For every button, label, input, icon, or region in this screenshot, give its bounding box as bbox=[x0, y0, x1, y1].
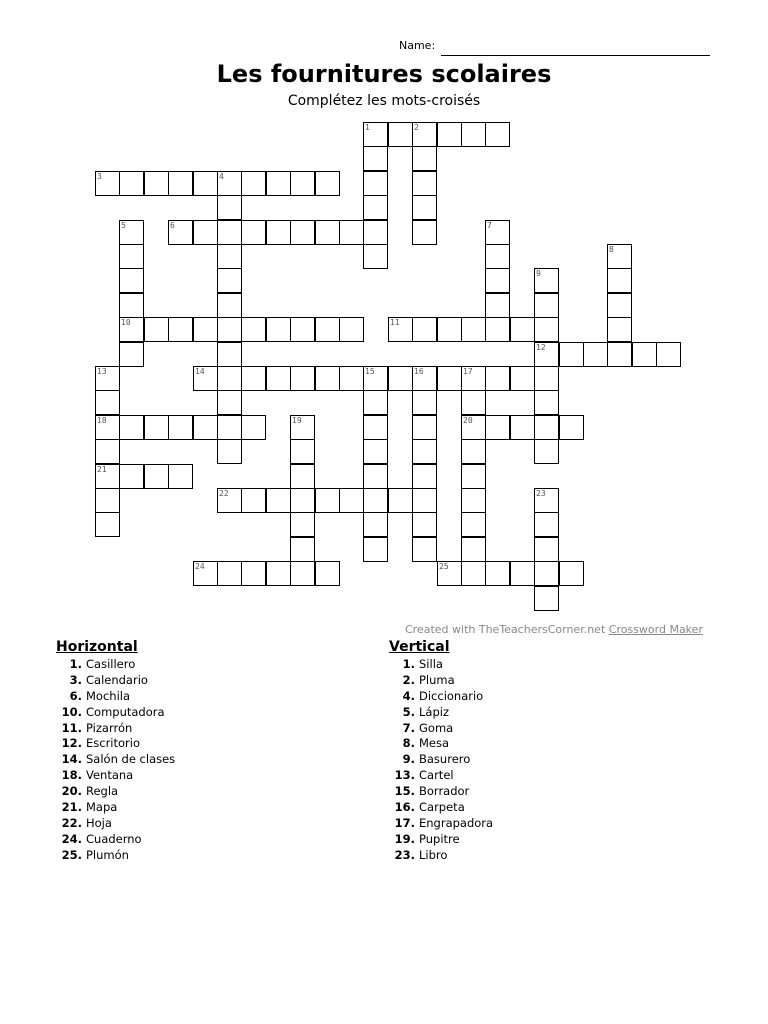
crossword-cell[interactable] bbox=[607, 293, 632, 318]
clue-num: 23. bbox=[394, 847, 415, 862]
clue-text: Cuaderno bbox=[86, 831, 142, 846]
crossword-cell[interactable] bbox=[534, 415, 559, 440]
crossword-cell[interactable] bbox=[315, 317, 340, 342]
crossword-cell[interactable] bbox=[412, 146, 437, 171]
crossword-cell[interactable] bbox=[363, 146, 388, 171]
crossword-cell[interactable] bbox=[241, 220, 266, 245]
clue-number: 7 bbox=[487, 221, 492, 230]
crossword-cell[interactable] bbox=[461, 439, 486, 464]
name-label: Name: bbox=[399, 39, 436, 52]
crossword-cell[interactable] bbox=[412, 537, 437, 562]
crossword-cell[interactable] bbox=[363, 464, 388, 489]
crossword-cell[interactable] bbox=[241, 415, 266, 440]
crossword-cell[interactable] bbox=[217, 366, 242, 391]
crossword-cell[interactable] bbox=[290, 171, 315, 196]
crossword-cell[interactable] bbox=[217, 195, 242, 220]
crossword-cell[interactable] bbox=[266, 220, 291, 245]
crossword-cell[interactable] bbox=[95, 488, 120, 513]
clue-text: Basurero bbox=[419, 752, 471, 767]
crossword-cell[interactable] bbox=[144, 317, 169, 342]
crossword-cell[interactable] bbox=[266, 488, 291, 513]
across-clues bbox=[56, 639, 175, 864]
down-clue bbox=[389, 800, 493, 816]
clue-text: Goma bbox=[419, 720, 454, 735]
crossword-cell[interactable] bbox=[534, 366, 559, 391]
crossword-cell[interactable] bbox=[290, 488, 315, 513]
crossword-cell[interactable] bbox=[241, 488, 266, 513]
crossword-cell[interactable] bbox=[193, 220, 218, 245]
crossword-cell[interactable] bbox=[119, 342, 144, 367]
clue-num: 7. bbox=[402, 720, 415, 735]
crossword-cell[interactable] bbox=[217, 439, 242, 464]
crossword-cell[interactable] bbox=[266, 366, 291, 391]
clue-number: 16 bbox=[414, 367, 424, 376]
crossword-cell[interactable] bbox=[290, 537, 315, 562]
clue-text: Lápiz bbox=[419, 704, 449, 719]
crossword-cell[interactable] bbox=[339, 317, 364, 342]
crossword-cell[interactable] bbox=[510, 317, 535, 342]
crossword-cell[interactable] bbox=[363, 415, 388, 440]
clue-text: Mapa bbox=[86, 800, 118, 815]
crossword-cell[interactable] bbox=[534, 512, 559, 537]
crossword-cell[interactable] bbox=[461, 561, 486, 586]
crossword-cell[interactable] bbox=[363, 537, 388, 562]
across-clue bbox=[56, 800, 175, 816]
crossword-cell[interactable] bbox=[461, 464, 486, 489]
crossword-cell[interactable] bbox=[437, 122, 462, 147]
clue-number: 9 bbox=[536, 269, 541, 278]
crossword-cell[interactable] bbox=[461, 537, 486, 562]
crossword-cell[interactable] bbox=[510, 415, 535, 440]
down-clue bbox=[389, 736, 493, 752]
worksheet-title: Les fournitures scolaires bbox=[216, 60, 552, 88]
clue-number: 25 bbox=[439, 562, 449, 571]
crossword-cell[interactable] bbox=[266, 317, 291, 342]
crossword-cell[interactable] bbox=[607, 317, 632, 342]
credit-line bbox=[405, 623, 703, 636]
crossword-cell[interactable] bbox=[363, 439, 388, 464]
across-clue bbox=[56, 657, 175, 673]
clue-text: Cartel bbox=[419, 768, 454, 783]
crossword-cell[interactable] bbox=[119, 171, 144, 196]
crossword-cell[interactable] bbox=[412, 439, 437, 464]
clue-number: 21 bbox=[97, 465, 107, 474]
clue-number: 12 bbox=[536, 343, 546, 352]
crossword-cell[interactable] bbox=[534, 317, 559, 342]
crossword-cell[interactable] bbox=[607, 342, 632, 367]
down-clue bbox=[389, 848, 493, 864]
clue-number: 24 bbox=[195, 562, 205, 571]
down-clue bbox=[389, 816, 493, 832]
crossword-cell[interactable] bbox=[119, 293, 144, 318]
clue-text: Casillero bbox=[86, 657, 136, 671]
clue-num: 1. bbox=[402, 657, 415, 671]
clue-num: 4. bbox=[402, 688, 415, 703]
crossword-cell[interactable] bbox=[241, 171, 266, 196]
crossword-cell[interactable] bbox=[412, 390, 437, 415]
crossword-cell[interactable] bbox=[241, 366, 266, 391]
clue-text: Regla bbox=[86, 784, 119, 799]
crossword-cell[interactable] bbox=[119, 415, 144, 440]
crossword-cell[interactable] bbox=[485, 317, 510, 342]
down-clue bbox=[389, 832, 493, 848]
clue-text: Pluma bbox=[419, 672, 455, 687]
crossword-cell[interactable] bbox=[339, 366, 364, 391]
across-clue bbox=[56, 816, 175, 832]
clue-number: 22 bbox=[219, 489, 229, 498]
down-clue bbox=[389, 784, 493, 800]
crossword-cell[interactable] bbox=[412, 220, 437, 245]
clue-text: Mesa bbox=[419, 736, 450, 751]
crossword-cell[interactable] bbox=[193, 317, 218, 342]
down-clue bbox=[389, 657, 493, 673]
clue-text: Escritorio bbox=[86, 736, 141, 751]
clue-text: Mochila bbox=[86, 688, 131, 703]
crossword-cell[interactable] bbox=[290, 464, 315, 489]
crossword-cell[interactable] bbox=[339, 488, 364, 513]
across-heading: Horizontal bbox=[56, 639, 138, 655]
across-clue bbox=[56, 832, 175, 848]
across-clue bbox=[56, 784, 175, 800]
clue-num: 21. bbox=[61, 800, 82, 815]
clue-num: 1. bbox=[69, 657, 82, 671]
worksheet-subtitle: Complétez les mots-croisés bbox=[287, 93, 481, 109]
clue-number: 14 bbox=[195, 367, 205, 376]
across-clue bbox=[56, 736, 175, 752]
crossword-cell[interactable] bbox=[437, 366, 462, 391]
clue-number: 4 bbox=[219, 172, 224, 181]
crossword-cell[interactable] bbox=[241, 561, 266, 586]
crossword-cell[interactable] bbox=[534, 561, 559, 586]
crossword-cell[interactable] bbox=[510, 561, 535, 586]
clue-num: 3. bbox=[69, 672, 82, 687]
across-clue bbox=[56, 673, 175, 689]
across-clue bbox=[56, 721, 175, 737]
crossword-cell[interactable] bbox=[315, 561, 340, 586]
clue-num: 24. bbox=[61, 831, 82, 846]
crossword-cell[interactable] bbox=[461, 317, 486, 342]
clue-number: 3 bbox=[97, 172, 102, 181]
clue-number: 19 bbox=[292, 416, 302, 425]
clue-number: 8 bbox=[609, 245, 614, 254]
crossword-cell[interactable] bbox=[119, 244, 144, 269]
clue-num: 17. bbox=[394, 815, 415, 830]
crossword-cell[interactable] bbox=[217, 268, 242, 293]
down-clue bbox=[389, 689, 493, 705]
down-clue bbox=[389, 705, 493, 721]
crossword-cell[interactable] bbox=[144, 415, 169, 440]
crossword-cell[interactable] bbox=[95, 439, 120, 464]
crossword-cell[interactable] bbox=[119, 464, 144, 489]
across-clue bbox=[56, 689, 175, 705]
crossword-cell[interactable] bbox=[315, 171, 340, 196]
clue-num: 22. bbox=[61, 815, 82, 830]
clue-text: Hoja bbox=[86, 815, 112, 830]
down-clue bbox=[389, 752, 493, 768]
clue-num: 15. bbox=[394, 784, 415, 799]
crossword-cell[interactable] bbox=[559, 415, 584, 440]
crossword-cell[interactable] bbox=[290, 220, 315, 245]
crossword-cell[interactable] bbox=[485, 268, 510, 293]
clue-num: 11. bbox=[61, 720, 82, 735]
crossword-cell[interactable] bbox=[534, 390, 559, 415]
clue-number: 23 bbox=[536, 489, 546, 498]
crossword-cell[interactable] bbox=[388, 488, 413, 513]
crossword-cell[interactable] bbox=[217, 561, 242, 586]
crossword-cell[interactable] bbox=[583, 342, 608, 367]
crossword-cell[interactable] bbox=[168, 415, 193, 440]
crossword-cell[interactable] bbox=[217, 293, 242, 318]
crossword-cell[interactable] bbox=[559, 342, 584, 367]
crossword-cell[interactable] bbox=[363, 171, 388, 196]
clue-number: 5 bbox=[121, 221, 126, 230]
across-clue bbox=[56, 848, 175, 864]
crossword-cell[interactable] bbox=[266, 171, 291, 196]
crossword-cell[interactable] bbox=[412, 488, 437, 513]
crossword-cell[interactable] bbox=[315, 488, 340, 513]
crossword-cell[interactable] bbox=[412, 512, 437, 537]
clue-num: 18. bbox=[61, 768, 82, 783]
clue-number: 18 bbox=[97, 416, 107, 425]
crossword-cell[interactable] bbox=[290, 317, 315, 342]
crossword-cell[interactable] bbox=[461, 488, 486, 513]
crossword-cell[interactable] bbox=[534, 537, 559, 562]
crossword-cell[interactable] bbox=[485, 415, 510, 440]
clue-num: 16. bbox=[394, 800, 415, 815]
crossword-cell[interactable] bbox=[485, 244, 510, 269]
crossword-cell[interactable] bbox=[217, 244, 242, 269]
crossword-cell[interactable] bbox=[168, 317, 193, 342]
crossword-cell[interactable] bbox=[95, 512, 120, 537]
clue-text: Engrapadora bbox=[419, 815, 494, 830]
clue-number: 15 bbox=[365, 367, 375, 376]
crossword-cell[interactable] bbox=[559, 561, 584, 586]
clue-number: 20 bbox=[463, 416, 473, 425]
across-clue-list bbox=[56, 657, 175, 864]
crossword-cell[interactable] bbox=[485, 561, 510, 586]
crossword-cell[interactable] bbox=[168, 171, 193, 196]
crossword-cell[interactable] bbox=[290, 561, 315, 586]
crossword-cell[interactable] bbox=[315, 220, 340, 245]
crossword-cell[interactable] bbox=[168, 464, 193, 489]
crossword-cell[interactable] bbox=[193, 415, 218, 440]
crossword-cell[interactable] bbox=[119, 268, 144, 293]
clue-text: Diccionario bbox=[419, 688, 484, 703]
crossword-cell[interactable] bbox=[241, 317, 266, 342]
crossword-cell[interactable] bbox=[217, 415, 242, 440]
crossword-cell[interactable] bbox=[363, 244, 388, 269]
crossword-cell[interactable] bbox=[363, 488, 388, 513]
crossword-cell[interactable] bbox=[363, 390, 388, 415]
crossword-cell[interactable] bbox=[217, 317, 242, 342]
crossword-cell[interactable] bbox=[534, 586, 559, 611]
clue-num: 6. bbox=[69, 688, 82, 703]
clue-text: Plumón bbox=[86, 847, 129, 862]
down-clue-list bbox=[389, 657, 493, 864]
clue-text: Calendario bbox=[86, 672, 148, 687]
clue-num: 10. bbox=[61, 704, 82, 719]
clue-text: Pizarrón bbox=[86, 720, 133, 735]
crossword-cell[interactable] bbox=[485, 122, 510, 147]
clue-number: 17 bbox=[463, 367, 473, 376]
down-clues bbox=[389, 639, 493, 864]
clue-num: 19. bbox=[394, 831, 415, 846]
crossword-cell[interactable] bbox=[461, 512, 486, 537]
crossword-cell[interactable] bbox=[607, 268, 632, 293]
crossword-cell[interactable] bbox=[217, 390, 242, 415]
clue-text: Carpeta bbox=[419, 800, 465, 815]
clue-text: Pupitre bbox=[419, 831, 460, 846]
down-clue bbox=[389, 673, 493, 689]
clue-num: 25. bbox=[61, 847, 82, 862]
down-clue bbox=[389, 768, 493, 784]
clue-number: 2 bbox=[414, 123, 419, 132]
crossword-cell[interactable] bbox=[363, 512, 388, 537]
clue-text: Salón de clases bbox=[86, 752, 176, 767]
clue-text: Silla bbox=[419, 657, 443, 671]
crossword-cell[interactable] bbox=[217, 342, 242, 367]
crossword-cell[interactable] bbox=[412, 171, 437, 196]
across-clue bbox=[56, 768, 175, 784]
clue-num: 12. bbox=[61, 736, 82, 751]
clue-text: Libro bbox=[419, 847, 448, 862]
clue-number: 10 bbox=[121, 318, 131, 327]
crossword-cell[interactable] bbox=[534, 293, 559, 318]
crossword-cell[interactable] bbox=[656, 342, 681, 367]
clue-num: 2. bbox=[402, 672, 415, 687]
clue-number: 6 bbox=[170, 221, 175, 230]
crossword-cell[interactable] bbox=[290, 366, 315, 391]
crossword-cell[interactable] bbox=[339, 220, 364, 245]
crossword-cell[interactable] bbox=[363, 220, 388, 245]
clue-num: 5. bbox=[402, 704, 415, 719]
crossword-cell[interactable] bbox=[461, 390, 486, 415]
crossword-cell[interactable] bbox=[485, 366, 510, 391]
clue-num: 14. bbox=[61, 752, 82, 767]
across-clue bbox=[56, 752, 175, 768]
down-heading: Vertical bbox=[389, 639, 450, 655]
clue-num: 20. bbox=[61, 784, 82, 799]
crossword-cell[interactable] bbox=[193, 171, 218, 196]
crossword-cell[interactable] bbox=[290, 512, 315, 537]
crossword-cell[interactable] bbox=[412, 317, 437, 342]
crossword-cell[interactable] bbox=[461, 122, 486, 147]
clue-num: 9. bbox=[402, 752, 415, 767]
crossword-cell[interactable] bbox=[363, 195, 388, 220]
clue-number: 11 bbox=[390, 318, 400, 327]
crossword-cell[interactable] bbox=[388, 366, 413, 391]
clue-number: 1 bbox=[365, 123, 370, 132]
clue-text: Computadora bbox=[86, 704, 165, 719]
clue-text: Ventana bbox=[86, 768, 134, 783]
credit-text: Created with TheTeachersCorner.net bbox=[405, 623, 609, 636]
crossword-cell[interactable] bbox=[485, 293, 510, 318]
crossword-cell[interactable] bbox=[144, 464, 169, 489]
crossword-cell[interactable] bbox=[388, 122, 413, 147]
crossword-maker-link[interactable]: Crossword Maker bbox=[608, 623, 703, 636]
crossword-cell[interactable] bbox=[412, 415, 437, 440]
clue-num: 13. bbox=[394, 768, 415, 783]
crossword-cell[interactable] bbox=[412, 464, 437, 489]
clue-num: 8. bbox=[402, 736, 415, 751]
down-clue bbox=[389, 721, 493, 737]
crossword-cell[interactable] bbox=[266, 561, 291, 586]
crossword-cell[interactable] bbox=[290, 439, 315, 464]
crossword-cell[interactable] bbox=[510, 366, 535, 391]
across-clue bbox=[56, 705, 175, 721]
crossword-cell[interactable] bbox=[217, 220, 242, 245]
crossword-cell[interactable] bbox=[534, 439, 559, 464]
crossword-cell[interactable] bbox=[632, 342, 657, 367]
crossword-cell[interactable] bbox=[412, 195, 437, 220]
crossword-cell[interactable] bbox=[144, 171, 169, 196]
crossword-cell[interactable] bbox=[95, 390, 120, 415]
crossword-cell[interactable] bbox=[437, 317, 462, 342]
clue-text: Borrador bbox=[419, 784, 470, 799]
crossword-cell[interactable] bbox=[315, 366, 340, 391]
clue-number: 13 bbox=[97, 367, 107, 376]
